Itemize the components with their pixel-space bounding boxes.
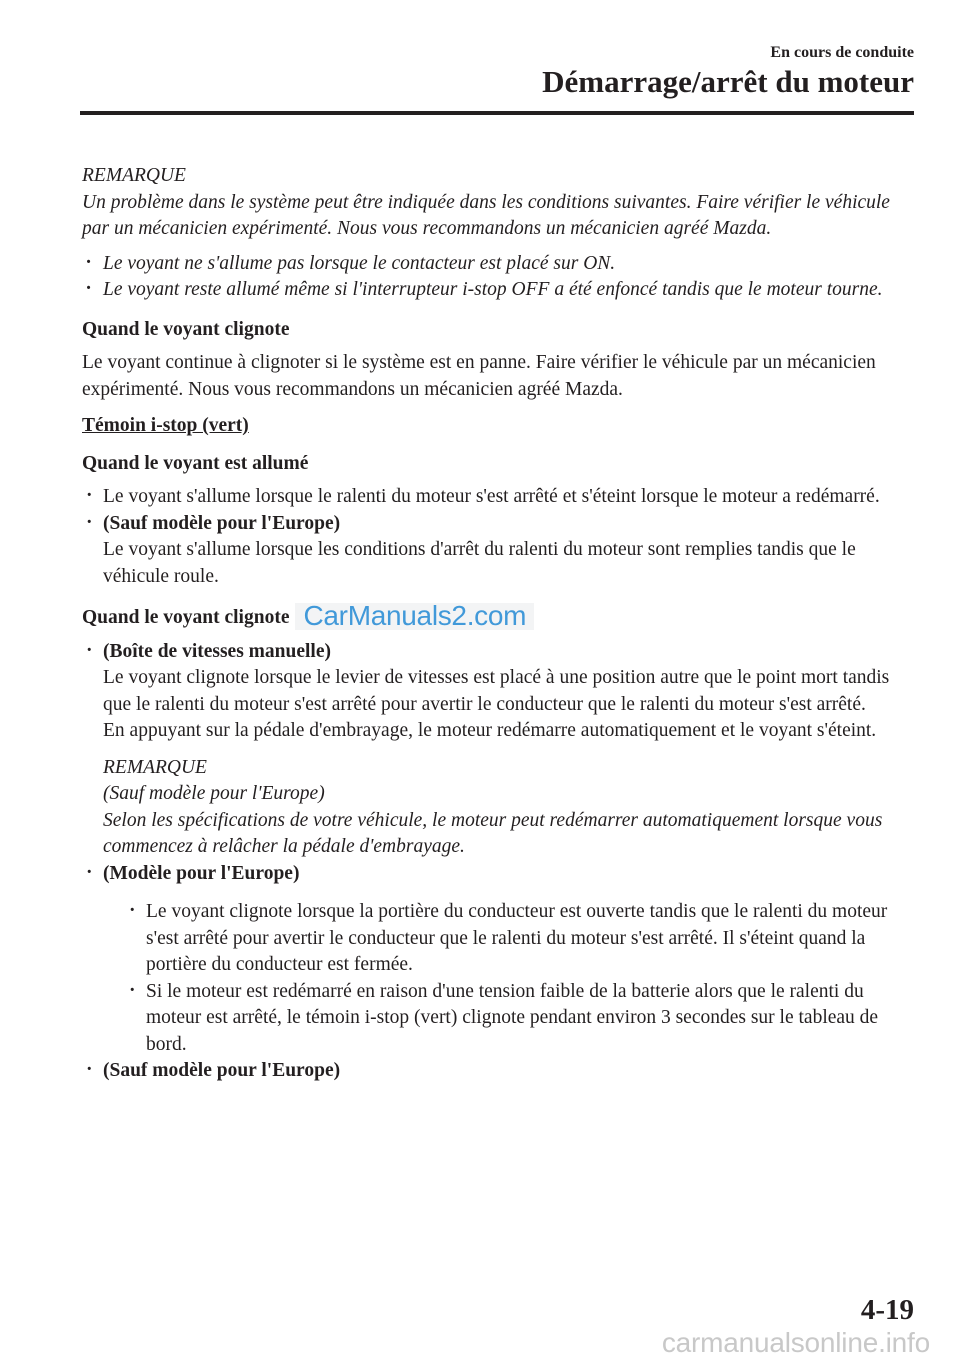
note-bullet: · Le voyant reste allumé même si l'interrupteur i-stop OFF a été enfoncé tandis que le moteur tourne.	[82, 277, 912, 304]
istop-blink-heading	[82, 600, 912, 632]
list-item-title: · (Boîte de vitesses manuelle)	[103, 640, 332, 662]
list-item-text: Le voyant s'allume lorsque le ralenti du moteur s'est arrêté et s'éteint lorsque le moteur a redémarré.	[103, 486, 880, 507]
list-item	[82, 484, 912, 511]
list-item-title: · (Modèle pour l'Europe)	[103, 862, 300, 884]
note-title: REMARQUE	[82, 165, 186, 186]
istop-heading: Témoin i-stop (vert)	[82, 415, 249, 436]
note-text: Selon les spécifications de votre véhicule, le moteur peut redémarrer automatiquement lorsque vous commencez à relâcher la pédale d'embrayage.	[103, 809, 883, 857]
sublist-item: · Le voyant clignote lorsque la portière du conducteur est ouverte tandis que le ralenti du moteur s'est arrêté pour avertir le conducteur que le ralenti du moteur s'est arrêté. Il s'éteint quand la portière du conducteur est fermée.	[125, 899, 912, 979]
list-item-text: En appuyant sur la pédale d'embrayage, le moteur redémarre automatiquement et le voyant s'éteint.	[103, 720, 877, 741]
list-item-text: Le voyant s'allume lorsque les conditions d'arrêt du ralenti du moteur sont remplies tandis que le véhicule roule.	[103, 539, 856, 587]
note-subtitle: (Sauf modèle pour l'Europe)	[103, 783, 325, 804]
istop-on-list	[82, 484, 912, 590]
blink-heading: Quand le voyant clignote	[82, 318, 290, 340]
sublist-item: · Si le moteur est redémarré en raison d'une tension faible de la batterie alors que le ralenti du moteur est arrêté, le témoin i-stop (vert) clignote pendant environ 3 secondes sur le tableau de bord.	[125, 979, 912, 1059]
list-item-title: · (Sauf modèle pour l'Europe)	[103, 512, 341, 534]
istop-blink-list	[82, 639, 912, 1085]
section-title: En cours de conduite	[770, 44, 914, 61]
list-item-title: · (Sauf modèle pour l'Europe)	[103, 1060, 341, 1081]
page-content	[82, 163, 912, 1085]
list-item	[82, 639, 912, 861]
list-item	[82, 861, 912, 1059]
list-item	[82, 1058, 912, 1085]
list-item	[82, 511, 912, 591]
page-header	[542, 44, 914, 100]
page-number: 4-19	[860, 1294, 914, 1326]
chapter-title: Démarrage/arrêt du moteur	[542, 64, 914, 99]
istop-on-heading: Quand le voyant est allumé	[82, 452, 309, 474]
istop-blink-heading-text: Quand le voyant clignote	[82, 607, 290, 628]
note-block	[103, 755, 912, 861]
note-bullet-list	[82, 251, 912, 304]
note-bullet: · Le voyant ne s'allume pas lorsque le contacteur est placé sur ON.	[82, 251, 912, 278]
watermark-logo: CarManuals2.com	[295, 603, 534, 630]
header-rule	[80, 111, 914, 115]
note-title: REMARQUE	[103, 756, 207, 778]
footer-watermark: carmanualsonline.info	[661, 1327, 930, 1358]
blink-paragraph: Le voyant continue à clignoter si le système est en panne. Faire vérifier le véhicule par un mécanicien expérimenté. Nous vous recommandons un mécanicien agréé Mazda.	[82, 352, 876, 400]
europe-sublist	[103, 899, 912, 1058]
note-block	[82, 163, 912, 304]
note-text: Un problème dans le système peut être indiquée dans les conditions suivantes. Faire vérifier le véhicule par un mécanicien expérimenté. Nous vous recommandons un mécanicien agréé Mazda.	[82, 191, 890, 239]
list-item-text: Le voyant clignote lorsque le levier de vitesses est placé à une position autre que le point mort tandis que le ralenti du moteur s'est arrêté pour avertir le conducteur que le ralenti du moteur s'est arrêté.	[103, 667, 890, 715]
